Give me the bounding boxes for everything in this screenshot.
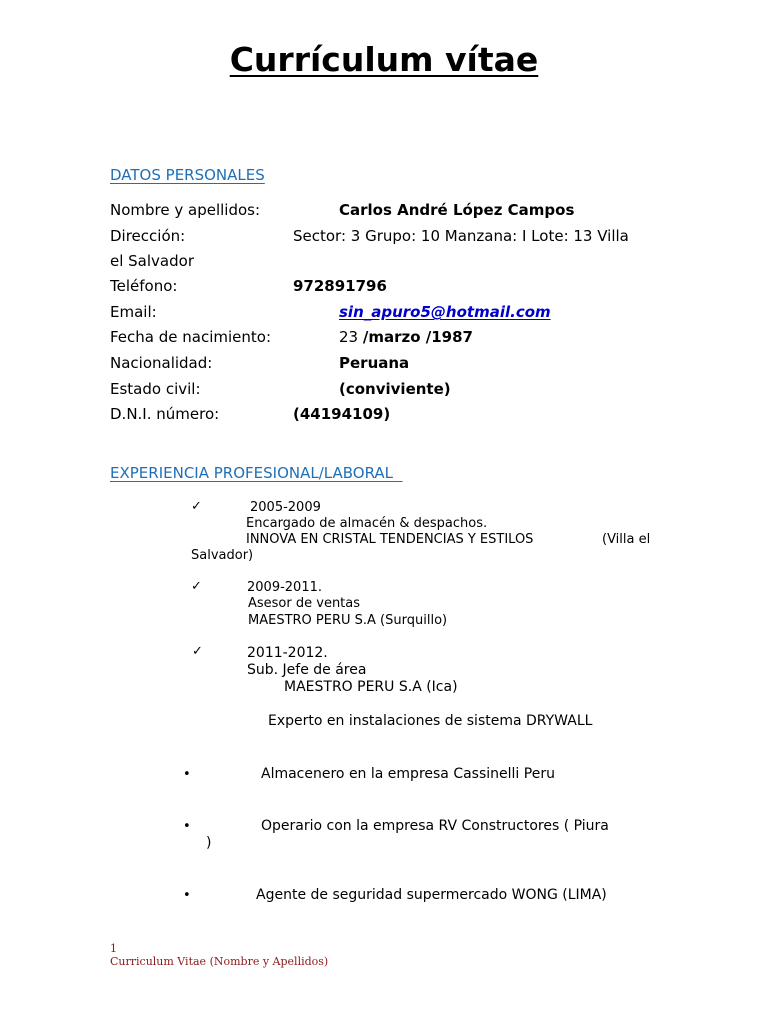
document-title: Currículum vítae <box>229 40 539 79</box>
address-continuation: el Salvador <box>110 252 194 270</box>
nationality-label: Nacionalidad: <box>110 354 213 372</box>
name-value: Carlos André López Campos <box>339 201 575 219</box>
job-bullet: Agente de seguridad supermercado WONG (LIMA) <box>256 887 607 903</box>
job-years: 2009-2011. <box>247 580 322 595</box>
address-value: Sector: 3 Grupo: 10 Manzana: I Lote: 13 Villa <box>293 227 629 245</box>
section-heading-personal-data: DATOS PERSONALES <box>110 166 265 184</box>
footer-text: Curriculum Vitae (Nombre y Apellidos) <box>110 955 329 968</box>
job-bullet: Operario con la empresa RV Constructores ( Piura <box>261 818 609 834</box>
birthdate-label: Fecha de nacimiento: <box>110 328 272 346</box>
bullet-icon: • <box>183 819 191 834</box>
address-label: Dirección: <box>110 227 186 245</box>
email-label: Email: <box>110 303 157 321</box>
name-label: Nombre y apellidos: <box>110 201 261 219</box>
job-company: INNOVA EN CRISTAL TENDENCIAS Y ESTILOS <box>246 532 534 547</box>
bullet-icon: • <box>183 888 191 903</box>
birthdate-month-year: /marzo /1987 <box>362 328 473 346</box>
job-bullet-continuation: ) <box>206 835 212 851</box>
birthdate-day: 23 <box>339 328 359 346</box>
birthdate-value <box>339 328 473 346</box>
phone-label: Teléfono: <box>110 277 178 295</box>
job-location: (Villa el <box>602 532 651 547</box>
job-role: Sub. Jefe de área <box>247 662 367 678</box>
section-heading-experience: EXPERIENCIA PROFESIONAL/LABORAL <box>110 464 394 482</box>
phone-value: 972891796 <box>293 277 387 295</box>
email-link[interactable]: sin_apuro5@hotmail.com <box>339 303 551 321</box>
job-location-continuation: Salvador) <box>191 548 254 563</box>
job-years: 2011-2012. <box>247 645 328 661</box>
job-company: MAESTRO PERU S.A (Ica) <box>284 679 458 695</box>
job-role: Asesor de ventas <box>248 596 361 611</box>
check-icon: ✓ <box>192 644 203 659</box>
job-role: Encargado de almacén & despachos. <box>246 516 488 531</box>
bullet-icon: • <box>183 767 191 782</box>
dni-label: D.N.I. número: <box>110 405 220 423</box>
page-number: 1 <box>110 942 117 955</box>
dni-value: (44194109) <box>293 405 391 423</box>
job-bullet: Almacenero en la empresa Cassinelli Peru <box>261 766 555 782</box>
job-years: 2005-2009 <box>250 500 321 515</box>
civil-status-value: (conviviente) <box>339 380 451 398</box>
drywall-expertise: Experto en instalaciones de sistema DRYWALL <box>268 713 593 729</box>
job-company: MAESTRO PERU S.A (Surquillo) <box>248 613 448 628</box>
check-icon: ✓ <box>191 579 202 594</box>
nationality-value: Peruana <box>339 354 410 372</box>
check-icon: ✓ <box>191 499 202 514</box>
civil-status-label: Estado civil: <box>110 380 201 398</box>
